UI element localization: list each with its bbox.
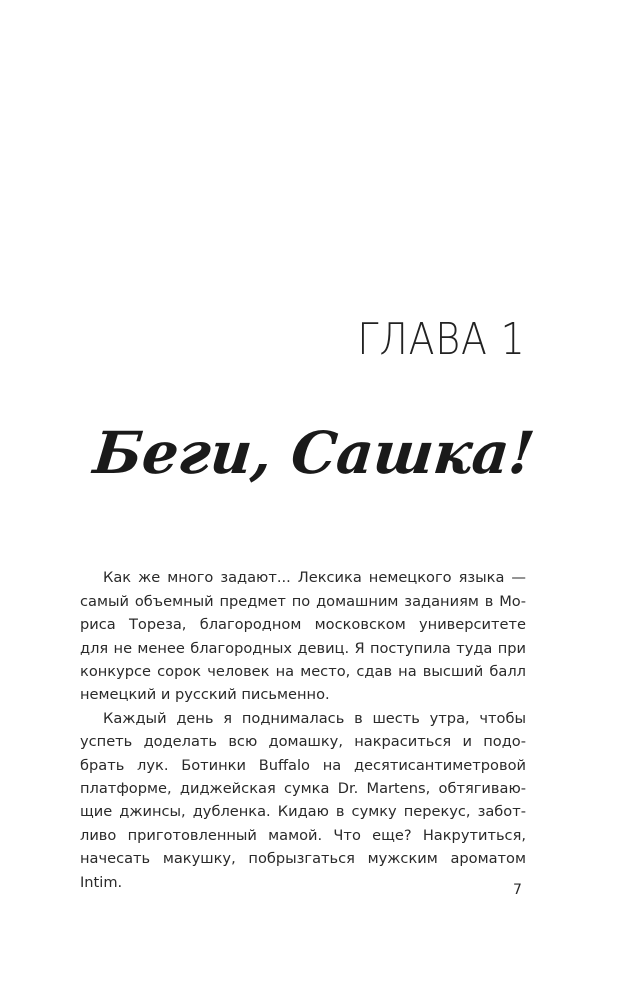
- paragraph-2: [80, 707, 526, 894]
- chapter-label: ГЛАВА 1: [357, 314, 526, 365]
- text-line: Каждый день я поднималась в шесть утра, чтобы: [103, 709, 526, 727]
- paragraph-1: [80, 543, 526, 707]
- text-line: успеть доделать всю домашку, накраситься и подо-: [80, 733, 526, 751]
- text-line: Intim.: [80, 873, 123, 891]
- text-line: конкурсе сорок человек на место, сдав на высший балл: [80, 663, 526, 681]
- text-line: для не менее благородных девиц. Я поступила туда при: [80, 639, 526, 657]
- page-number: 7: [513, 882, 522, 898]
- text-line: немецкий и русский письменно.: [80, 686, 330, 704]
- text-line: самый объемный предмет по домашним заданиям в Мо-: [80, 592, 526, 610]
- text-line: брать лук. Ботинки Buffalo на десятисантиметровой: [80, 756, 526, 774]
- text-line: начесать макушку, побрызгаться мужским ароматом: [80, 850, 526, 868]
- text-line: [80, 543, 526, 590]
- text-line: ливо приготовленный мамой. Что еще? Накрутиться,: [80, 826, 526, 844]
- chapter-title: Беги, Сашка!: [90, 419, 538, 487]
- text-line-content: Как же много задают... Лексика немецкого языка —: [103, 569, 526, 587]
- text-line: платформе, диджейская сумка Dr. Martens, обтягиваю-: [80, 780, 526, 798]
- body-text: [80, 543, 526, 894]
- text-line: риса Тореза, благородном московском университете: [80, 616, 526, 634]
- text-line: щие джинсы, дубленка. Кидаю в сумку перекус, забот-: [80, 803, 526, 821]
